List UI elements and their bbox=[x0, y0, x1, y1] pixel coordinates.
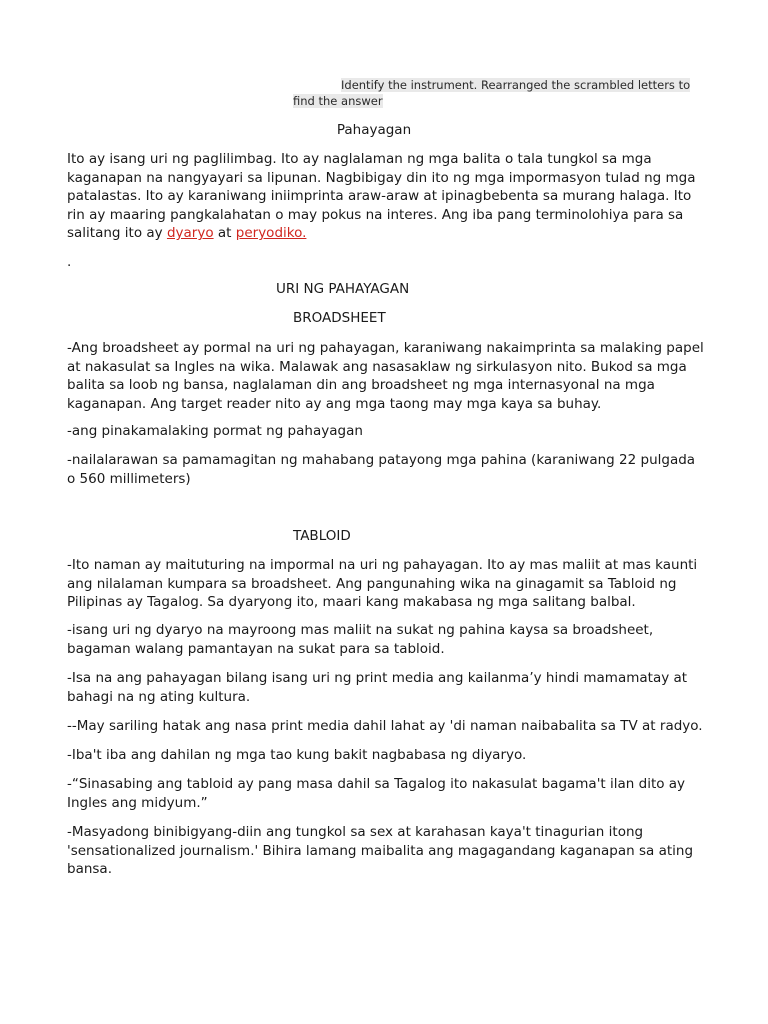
broadsheet-heading: BROADSHEET bbox=[293, 310, 386, 326]
title-text: Pahayagan bbox=[336, 122, 412, 138]
section-heading: URI NG PAHAYAGAN bbox=[276, 281, 410, 297]
tabloid-paragraph-7: -Masyadong binibigyang-diin ang tungkol sa sex at karahasan kaya't tinagurian itong 'sensationalized journalism.' Bihira lamang maibalita ang magagandang kaganapan sa ating bansa. bbox=[67, 824, 694, 877]
broadsheet-paragraph-1: -Ang broadsheet ay pormal na uri ng pahayagan, karaniwang nakaimprinta sa malaking papel at nakasulat sa Ingles na wika. Malawak ang nasasaklaw ng sirkulasyon nito. Bukod sa mga balita sa loob ng bansa, naglalaman din ang broadsheet ng mga internasyonal na mga kaganapan. Ang target reader nito ay ang mga taong may mga kaya sa buhay. bbox=[67, 340, 704, 412]
tabloid-paragraph-4: --May sariling hatak ang nasa print media dahil lahat ay 'di naman naibabalita sa TV at radyo. bbox=[67, 718, 703, 734]
intro-paragraph bbox=[67, 150, 707, 243]
tabloid-paragraph-5: -Iba't iba ang dahilan ng mga tao kung bakit nagbabasa ng diyaryo. bbox=[67, 747, 527, 763]
tabloid-paragraph-6: -“Sinasabing ang tabloid ay pang masa dahil sa Tagalog ito nakasulat bagama't ilan dito ay Ingles ang midyum.” bbox=[67, 776, 686, 811]
instruction-text bbox=[293, 77, 703, 109]
tabloid-heading: TABLOID bbox=[293, 528, 351, 544]
document-title bbox=[0, 121, 748, 139]
tabloid-paragraph-3: -Isa na ang pahayagan bilang isang uri ng print media ang kailanma’y hindi mamamatay at bahagi na ng ating kultura. bbox=[67, 670, 688, 705]
broadsheet-paragraph-3: -nailalarawan sa pamamagitan ng mahabang patayong mga pahina (karaniwang 22 pulgada o 560 millimeters) bbox=[67, 452, 696, 487]
intro-text: Ito ay isang uri ng paglilimbag. Ito ay naglalaman ng mga balita o tala tungkol sa mga kaganapan na nangyayari sa lipunan. Nagbibigay din ito ng mga impormasyon tulad ng mga patalastas. Ito ay karaniwang iniimprinta araw-araw at ipinagbebenta sa murang halaga. Ito rin ay maaring pangkalahatan o may pokus na interes. Ang iba pang terminolohiya para sa salitang ito ay bbox=[67, 151, 696, 241]
broadsheet-paragraph-2: -ang pinakamalaking pormat ng pahayagan bbox=[67, 423, 363, 439]
link-peryodiko[interactable]: peryodiko. bbox=[235, 225, 307, 241]
instruction-highlight: Identify the instrument. Rearranged the scrambled letters to find the answer bbox=[293, 78, 691, 108]
tabloid-paragraph-1: -Ito naman ay maituturing na impormal na uri ng pahayagan. Ito ay mas maliit at mas kaunti ang nilalaman kumpara sa broadsheet. Ang pangunahing wika na ginagamit sa Tabloid ng Pilipinas ay Tagalog. Sa dyaryong ito, maari kang makabasa ng mga salitang balbal. bbox=[67, 557, 698, 610]
dot-line: . bbox=[67, 254, 72, 270]
intro-connector: at bbox=[217, 225, 232, 241]
link-dyaryo[interactable]: dyaryo bbox=[166, 225, 214, 241]
tabloid-paragraph-2: -isang uri ng dyaryo na mayroong mas maliit na sukat ng pahina kaysa sa broadsheet, bagaman walang pamantayan na sukat para sa tabloid. bbox=[67, 622, 654, 657]
